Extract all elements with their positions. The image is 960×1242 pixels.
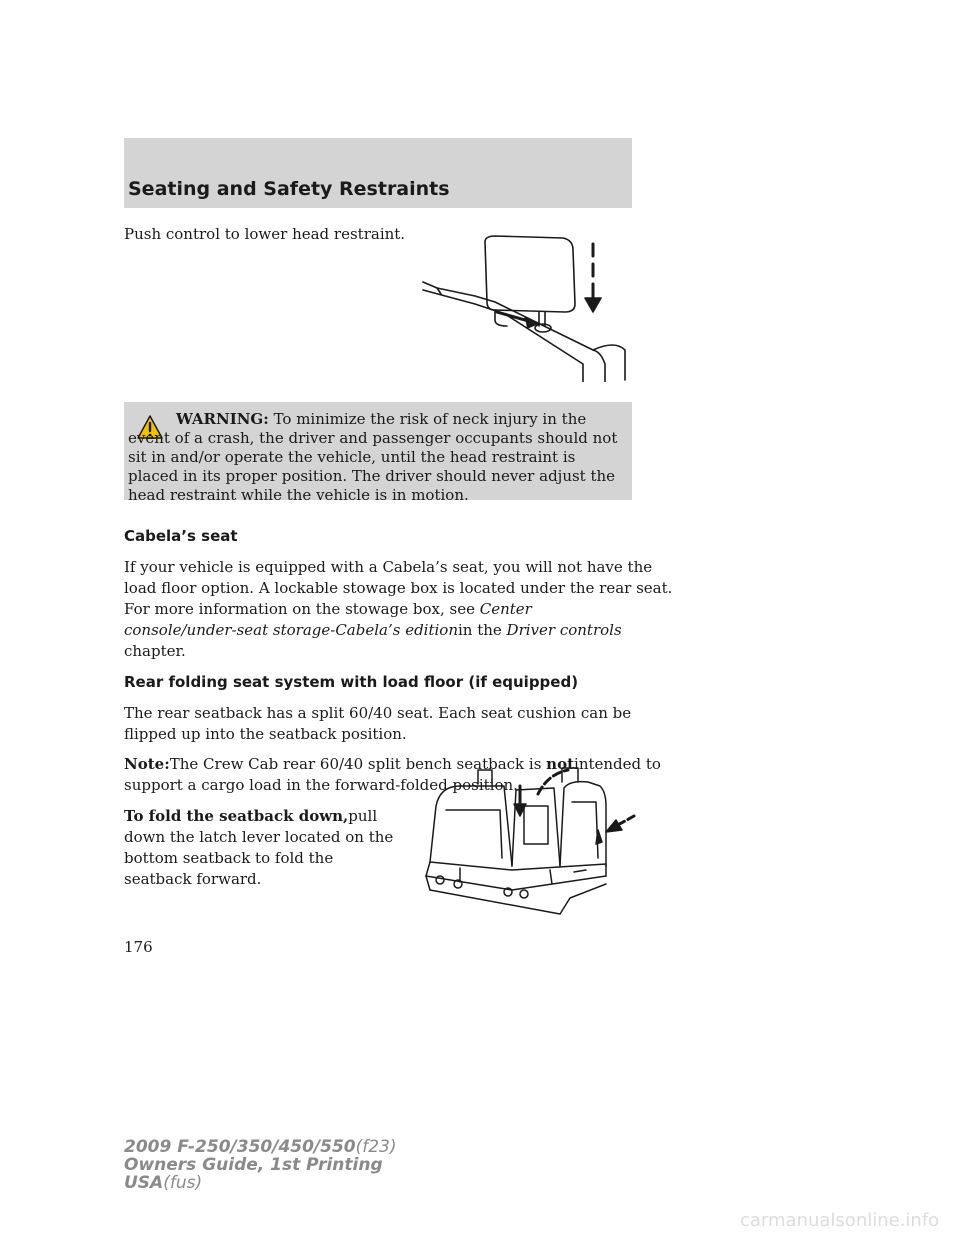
note-label: Note: [124,755,170,773]
intro-text: Push control to lower head restraint. [124,225,406,243]
footer-line-2: Owners Guide, 1st Printing [124,1155,383,1175]
footer-model: 2009 F-250/350/450/550 [124,1137,356,1157]
rear-seat-heading: Rear folding seat system with load floor (if equipped) [124,673,579,691]
cabelas-line-2: load floor option. A lockable stowage box is located under the rear seat. [124,579,673,597]
cabelas-line-5: chapter. [124,642,186,660]
fold-text: pull [348,807,378,825]
note-text-end: intended to [574,755,661,773]
cabelas-line-3 [124,599,532,620]
cabelas-heading: Cabela’s seat [124,527,238,545]
warning-label: WARNING: [176,410,269,428]
note-emphasis: not [546,755,575,773]
watermark: carmanualsonline.info [740,1210,940,1231]
page-number: 176 [124,938,153,956]
rear-seat-illustration [420,766,640,916]
section-header [124,138,632,208]
cabelas-ref-driver-controls: Driver controls [506,621,622,639]
fold-line-4: seatback forward. [124,870,262,888]
fold-line-3: bottom seatback to fold the [124,849,334,867]
cabelas-line-4-text: in the [457,621,507,639]
cabelas-line-3-text: For more information on the stowage box, see [124,600,480,618]
footer-region: USA [124,1173,164,1193]
cabelas-ref-center: Center [479,600,532,618]
rear-line-2: flipped up into the seatback position. [124,725,407,743]
cabelas-ref-console: console/under-seat storage-Cabela’s edition [124,621,458,639]
footer-line-1 [124,1138,397,1156]
note-text: The Crew Cab rear 60/40 split bench seatback is [169,755,547,773]
footer-region-code: (fus) [163,1173,203,1193]
fold-line-2: down the latch lever located on the [124,828,394,846]
warning-text [128,410,628,505]
fold-label: To fold the seatback down, [124,807,349,825]
footer-line-3 [124,1174,397,1192]
warning-box [124,402,632,504]
section-title: Seating and Safety Restraints [128,178,450,200]
warning-body: To minimize the risk of neck injury in the event of a crash, the driver and passenger occupants should not sit in and/or operate the vehicle, until the head restraint is placed in its proper position. The driver should never adjust the head restraint while the vehicle is in motion. [128,410,618,504]
note-line-2: support a cargo load in the forward-folded position. [124,776,518,794]
footer [124,1138,397,1192]
rear-line-1: The rear seatback has a split 60/40 seat. Each seat cushion can be [124,704,632,722]
head-restraint-illustration [415,232,635,382]
cabelas-line-1: If your vehicle is equipped with a Cabela’s seat, you will not have the [124,558,653,576]
fold-line-1 [124,806,377,827]
cabelas-line-4 [124,620,622,641]
footer-model-code: (f23) [355,1137,397,1157]
